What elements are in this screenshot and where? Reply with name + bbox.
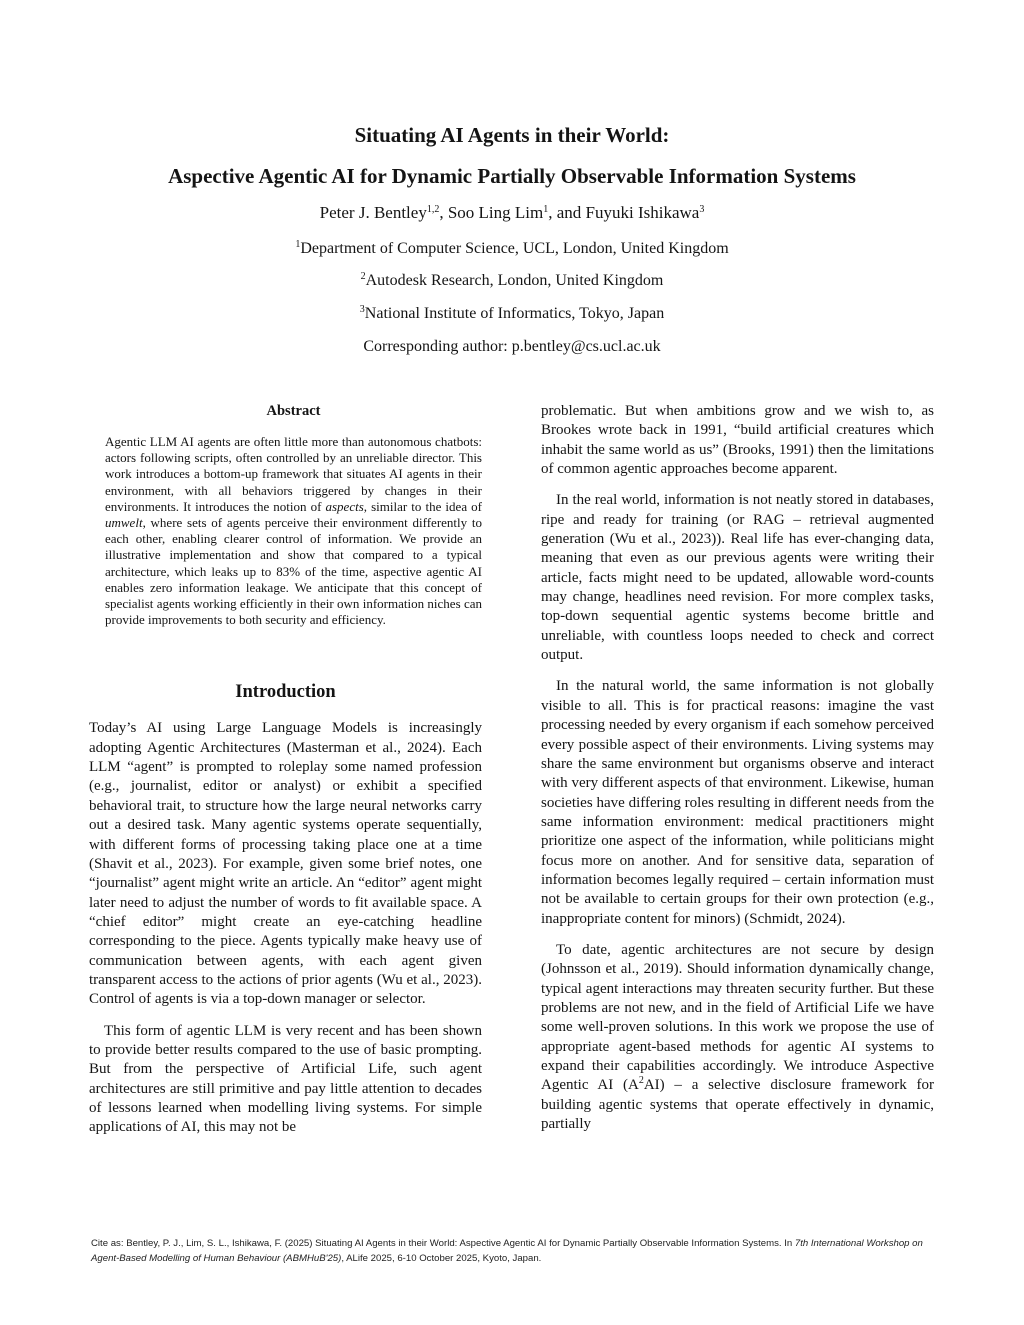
affiliation-1 — [0, 239, 1024, 259]
abstract-emphasis-umwelt: umwelt — [105, 515, 143, 531]
intro-paragraph-2: This form of agentic LLM is very recent and has been shown to provide better results compared to the use of basic prompting. But from the perspective of Artificial Life, such agent architectures are still primitive and pay little attention to decades of lessons learned when modelling living systems. For simple applications of AI, this may not be — [89, 1022, 482, 1136]
author-3-affiliation: 3 — [699, 204, 705, 215]
citation-prefix: Cite as: Bentley, P. J., Lim, S. L., Ishikawa, F. (2025) Situating AI Agents in their World: Aspective Agentic AI for Dynamic Partially Observable Information Systems. In — [91, 1238, 795, 1249]
a2ai-superscript: 2 — [638, 1075, 644, 1087]
intro-paragraph-2-continued: problematic. But when ambitions grow and we wish to, as Brookes wrote back in 1991, “build artificial creatures which inhabit the same world as us” (Brooks, 1991) then the limitations of common agentic approaches become apparent. — [541, 403, 934, 478]
abstract-text-part-1: Agentic LLM AI agents are often little more than autonomous chatbots: actors following scripts, often controlled by an unreliable director. This work introduces a bottom-up framework that situates AI agents in their environment, with all behaviors triggered by changes in their environments. It introduces the notion of — [105, 434, 482, 514]
paper-title-line-2: Aspective Agentic AI for Dynamic Partially Observable Information Systems — [168, 164, 856, 188]
author-3: , and Fuyuki Ishikawa — [548, 203, 700, 222]
abstract-emphasis-aspects: aspects — [325, 498, 364, 514]
affiliation-2-text: Autodesk Research, London, United Kingdom — [365, 272, 664, 289]
affiliation-3-text: National Institute of Informatics, Tokyo, Japan — [364, 305, 665, 322]
affiliation-3 — [0, 304, 1024, 324]
corresponding-author: Corresponding author: p.bentley@cs.ucl.ac.uk — [363, 338, 661, 355]
introduction-heading: Introduction — [235, 682, 336, 703]
abstract-text — [105, 434, 482, 628]
author-1-affiliation: 1,2 — [426, 204, 440, 215]
intro-paragraph-3: In the real world, information is not neatly stored in databases, ripe and ready for training (or RAG – retrieval augmented generation (Wu et al., 2023)). Real life has ever-changing data, meaning that even as our previous agents were writing their article, facts might need to be updated, allowable word-counts may change, headlines need revision. For more complex tasks, top-down sequential agentic systems become brittle and unreliable, with countless loops needed to check and correct output. — [541, 492, 934, 664]
intro-paragraph-5-part-1: To date, agentic architectures are not secure by design (Johnsson et al., 2019). Should information dynamically change, typical agent interactions may threaten security further. But these problems are not new, and in the field of Artificial Life we have some well-proven solutions. In this work we propose the use of appropriate agent-based methods for agentic AI systems to expand their capabilities accordingly. We introduce Aspective Agentic AI (A — [541, 941, 934, 1094]
intro-paragraph-5-part-2: AI) – a selective disclosure framework for building agentic systems that operate effectively in dynamic, partially — [541, 1077, 934, 1133]
affiliation-1-number: 1 — [295, 239, 301, 250]
affiliation-1-text: Department of Computer Science, UCL, London, United Kingdom — [300, 240, 729, 257]
author-list — [0, 203, 1024, 223]
affiliation-3-number: 3 — [359, 304, 365, 315]
abstract-text-part-3: , where sets of agents perceive their environment differently to each other, enabling clearer control of information. We provide an illustrative implementation and show that compared to a typical architecture, which leaks up to 83% of the time, aspective agentic AI enables zero information leakage. We anticipate that this concept of specialist agents working efficiently in their own information niches can provide improvements to both security and efficiency. — [105, 515, 482, 628]
abstract-section — [105, 402, 482, 628]
intro-paragraph-5 — [541, 941, 934, 1134]
affiliation-2 — [0, 271, 1024, 291]
author-1: Peter J. Bentley — [319, 203, 427, 222]
abstract-text-part-2: , similar to the idea of — [363, 498, 482, 514]
citation-venue: 7th International Workshop on Agent-Based Modelling of Human Behaviour (ABMHuB'25) — [91, 1238, 923, 1264]
author-2-affiliation: 1 — [543, 204, 549, 215]
paper-title-line-1: Situating AI Agents in their World: — [354, 123, 670, 147]
intro-paragraph-4: In the natural world, the same information is not globally visible to all. This is for practical reasons: imagine the vast processing needed by every organism if each somehow perceived every possible aspect of their environments. Living systems may share the same environment but organisms observe and interact with very different aspects of that environment. Likewise, human societies have differing roles resulting in different needs from the same information environment: medical practitioners might prioritize one aspect of the information, while politicians might focus more on another. And for sensitive data, separation of information becomes legally required – certain information must not be available to certain groups for their own protection (e.g., inappropriate content for minors) (Schmidt, 2024). — [541, 678, 934, 927]
left-column — [89, 402, 482, 1138]
author-2: , Soo Ling Lim — [439, 203, 544, 222]
affiliation-2-number: 2 — [360, 271, 366, 282]
right-column — [541, 402, 934, 1134]
intro-paragraph-1: Today’s AI using Large Language Models is increasingly adopting Agentic Architectures (Masterman et al., 2024). Each LLM “agent” is prompted to roleplay some named profession (e.g., journalist, editor or analyst) or exhibit a specified behavioral trait, to structure how the large neural networks carry out a desired task. Many agentic systems operate sequentially, with different forms of processing taking place one at a time (Shavit et al., 2023). For example, given some brief notes, one “journalist” agent might write an article. An “editor” agent might later need to adjust the number of words to fit available space. A “chief editor” might create an eye-catching headline corresponding to the piece. Agents typically make heavy use of communication between agents, with each agent given transparent access to the actions of prior agents (Wu et al., 2023). Control of agents is via a top-down manager or selector. — [89, 720, 482, 1008]
citation-suffix: , ALife 2025, 6-10 October 2025, Kyoto, Japan. — [341, 1253, 542, 1264]
abstract-heading: Abstract — [266, 403, 321, 419]
citation-footer — [91, 1236, 951, 1266]
